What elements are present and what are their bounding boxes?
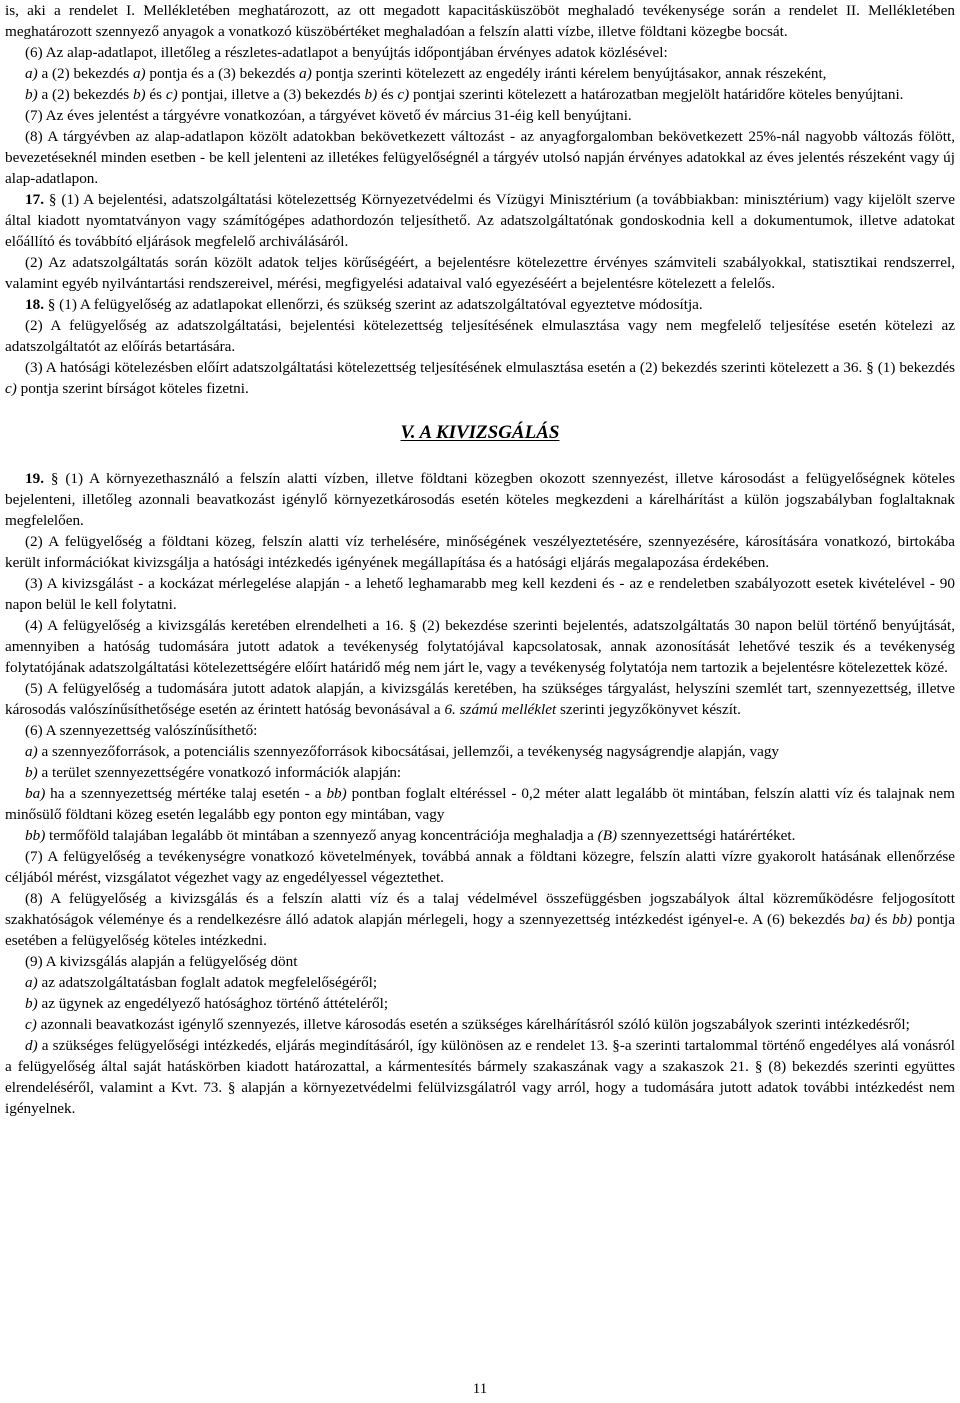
page-number: 11 <box>472 1381 488 1397</box>
section-19-paragraph-5: (5) A felügyelőség a tudomására jutott adatok alapján, a kivizsgálás keretében, ha szükséges tárgyalást, helyszíni szemlét tart, szennyezettség, illetve károsodás valószínűsíthetősége esetén az érintett hatóság bevonásával a 6. számú melléklet szerinti jegyzőkönyvet készít. <box>5 680 955 718</box>
section-18-paragraph-3: (3) A hatósági kötelezésben előírt adatszolgáltatási kötelezettség teljesítésének elmulasztása esetén a (2) bekezdés szerinti kötelezett a 36. § (1) bekezdés c) pontja szerint bírságot köteles fizetni. <box>5 359 955 397</box>
section-number: 18. <box>25 296 44 313</box>
section-19-paragraph-6-b: b) a terület szennyezettségére vonatkozó információk alapján: <box>25 764 402 781</box>
section-19-paragraph-9-d: d) a szükséges felügyelőségi intézkedés, eljárás megindításáról, így különösen az e rendelet 13. §-a szerinti tartalommal történő engedélyes alá vonásról a felügyelőség által saját hatáskörben kiadott határozattal, a kármentesítés bármely szakaszának vagy a szakaszok 21. § (8) bekezdés szerinti együttes elrendeléséről, valamint a Kvt. 73. § alapján a környezetvédelmi felülvizsgálatról vagy arról, hogy a tudomására jutott adatok további intézkedést nem igényelnek. <box>5 1037 955 1117</box>
section-19-paragraph-6-bb: bb) termőföld talajában legalább öt mintában a szennyező anyag koncentrációja meghaladja a (B) szennyezettségi határértéket. <box>25 827 796 844</box>
paragraph-continuation: is, aki a rendelet I. Mellékletében meghatározott, az ott megadott kapacitásküszöböt meghaladó tevékenysége során a rendelet II. Mellékletében meghatározott szennyező anyagok a vonatkozó küszöbértéket meghaladóan a felszín alatti vízbe, illetve földtani közegbe bocsát. <box>5 2 955 40</box>
section-19-paragraph-3: (3) A kivizsgálást - a kockázat mérlegelése alapján - a lehető leghamarabb meg kell kezdeni és - az e rendeletben szabályozott esetek kivételével - 90 napon belül le kell folytatni. <box>5 575 955 613</box>
section-19-paragraph-4: (4) A felügyelőség a kivizsgálás keretében elrendelheti a 16. § (2) bekezdése szerinti bejelentés, adatszolgáltatás 30 napon belül történő benyújtását, amennyiben a hatóság tudomására jutott adatok a tevékenység folytatójával kapcsolatosak, annak azonosítását lehetővé teszik és a tevékenység folytatójának adatszolgáltatási kötelezettségére előírt határidő még nem járt le, vagy a tevékenység folytatója nem tartozik a bejelentésre kötelezettek közé. <box>5 617 955 676</box>
paragraph-16-6-b: b) a (2) bekezdés b) és c) pontjai, illetve a (3) bekezdés b) és c) pontjai szerinti kötelezett a határozatban megjelölt határidőre köteles benyújtani. <box>25 86 904 103</box>
paragraph-16-6-a: a) a (2) bekezdés a) pontja és a (3) bekezdés a) pontja szerinti kötelezett az engedély iránti kérelem benyújtásakor, annak részeként, <box>25 65 827 82</box>
section-19-paragraph-9-a: a) az adatszolgáltatásban foglalt adatok megfelelőségéről; <box>25 974 378 991</box>
section-number: 19. <box>25 470 44 487</box>
section-number: 17. <box>25 191 44 208</box>
section-17-paragraph-1: 17. § (1) A bejelentési, adatszolgáltatási kötelezettség Környezetvédelmi és Vízügyi Minisztérium (a továbbiakban: minisztérium) vagy kijelölt szerve által kiadott nyomtatványon vagy számítógépes adathordozón teljesíthető. Az adatszolgáltatónak gondoskodnia kell a dokumentumok, illetve adatokat előállító és továbbító eljárások megfelelő archiválásáról. <box>5 191 956 250</box>
section-19-paragraph-6-ba: ba) ha a szennyezettség mértéke talaj esetén - a bb) pontban foglalt eltéréssel - 0,2 méter alatt legalább öt mintában, felszín alatti víz és talajnak nem minősülő földtani közeg esetén legalább egy ponton egy mintában, vagy <box>5 785 955 823</box>
section-19-paragraph-1: 19. § (1) A környezethasználó a felszín alatti vízben, illetve földtani közegben okozott szennyezést, illetve károsodást a felügyelőségnek köteles bejelenteni, illetőleg azonnali beavatkozást igénylő környezetkárosodás esetén köteles megkezdeni a kárelhárítást a külön jogszabályban foglaltaknak megfelelően. <box>5 470 955 529</box>
paragraph-16-8: (8) A tárgyévben az alap-adatlapon közölt adatokban bekövetkezett változást - az anyagforgalomban bekövetkezett 25%-nál nagyobb változás fölött, bevezetéseknél minden esetben - be kell jelenteni az illetékes felügyelőségnél a tárgyév utolsó napján érvényes adatokkal az éves jelentés részeként vagy új alap-adatlapon. <box>5 128 955 187</box>
section-19-paragraph-8: (8) A felügyelőség a kivizsgálás és a felszín alatti víz és a talaj védelmével összefüggésben jogszabályok által közreműködésre feljogosított szakhatóságok véleménye és a rendelkezésre álló adatok alapján mérlegeli, hogy a szennyezettség intézkedést igényel-e. A (6) bekezdés ba) és bb) pontja esetében a felügyelőség köteles intézkedni. <box>5 890 955 949</box>
section-19-paragraph-9: (9) A kivizsgálás alapján a felügyelőség dönt <box>25 953 298 970</box>
section-19-paragraph-6: (6) A szennyezettség valószínűsíthető: <box>25 722 258 739</box>
section-19-paragraph-2: (2) A felügyelőség a földtani közeg, felszín alatti víz terhelésére, minőségének veszélyeztetésére, szennyezésére, károsítására vonatkozó, birtokába került információkat kivizsgálja a hatósági intézkedés igényének megállapítása és a hatósági eljárás megalapozása érdekében. <box>5 533 955 571</box>
section-19-paragraph-7: (7) A felügyelőség a tevékenységre vonatkozó követelmények, továbbá annak a földtani közegre, felszín alatti vízre gyakorolt hatásának ellenőrzése céljából mérést, vizsgálatot végezhet vagy az engedélyessel végeztethet. <box>5 848 955 886</box>
chapter-title: V. A KIVIZSGÁLÁS <box>400 422 560 443</box>
paragraph-16-7: (7) Az éves jelentést a tárgyévre vonatkozóan, a tárgyévet követő év március 31-éig kell benyújtani. <box>25 107 632 124</box>
section-18-paragraph-1: 18. § (1) A felügyelőség az adatlapokat ellenőrzi, és szükség szerint az adatszolgáltatóval egyeztetve módosítja. <box>25 296 703 313</box>
section-19-paragraph-9-c: c) azonnali beavatkozást igénylő szennyezés, illetve károsodás esetén a szükséges kárelhárításról szóló külön jogszabályok szerinti intézkedésről; <box>25 1016 910 1033</box>
section-17-paragraph-2: (2) Az adatszolgáltatás során közölt adatok teljes körűségéért, a bejelentésre kötelezettre érvényes számviteli szabályokkal, statisztikai rendszerrel, valamint egyéb nyilvántartási rendszereivel, mérési, megfigyelési adataival való egyezéséért a bejelentésre kötelezett a felelős. <box>5 254 955 292</box>
section-19-paragraph-6-a: a) a szennyezőforrások, a potenciális szennyezőforrások kibocsátásai, jellemzői, a tevékenység nagyságrendje alapján, vagy <box>25 743 780 760</box>
section-18-paragraph-2: (2) A felügyelőség az adatszolgáltatási, bejelentési kötelezettség teljesítésének elmulasztása vagy nem megfelelő teljesítése esetén kötelezi az adatszolgáltatót az előírás betartására. <box>5 317 955 355</box>
paragraph-16-6: (6) Az alap-adatlapot, illetőleg a részletes-adatlapot a benyújtás időpontjában érvényes adatok közlésével: <box>25 44 668 61</box>
section-19-paragraph-9-b: b) az ügynek az engedélyező hatósághoz történő áttételéről; <box>25 995 389 1012</box>
